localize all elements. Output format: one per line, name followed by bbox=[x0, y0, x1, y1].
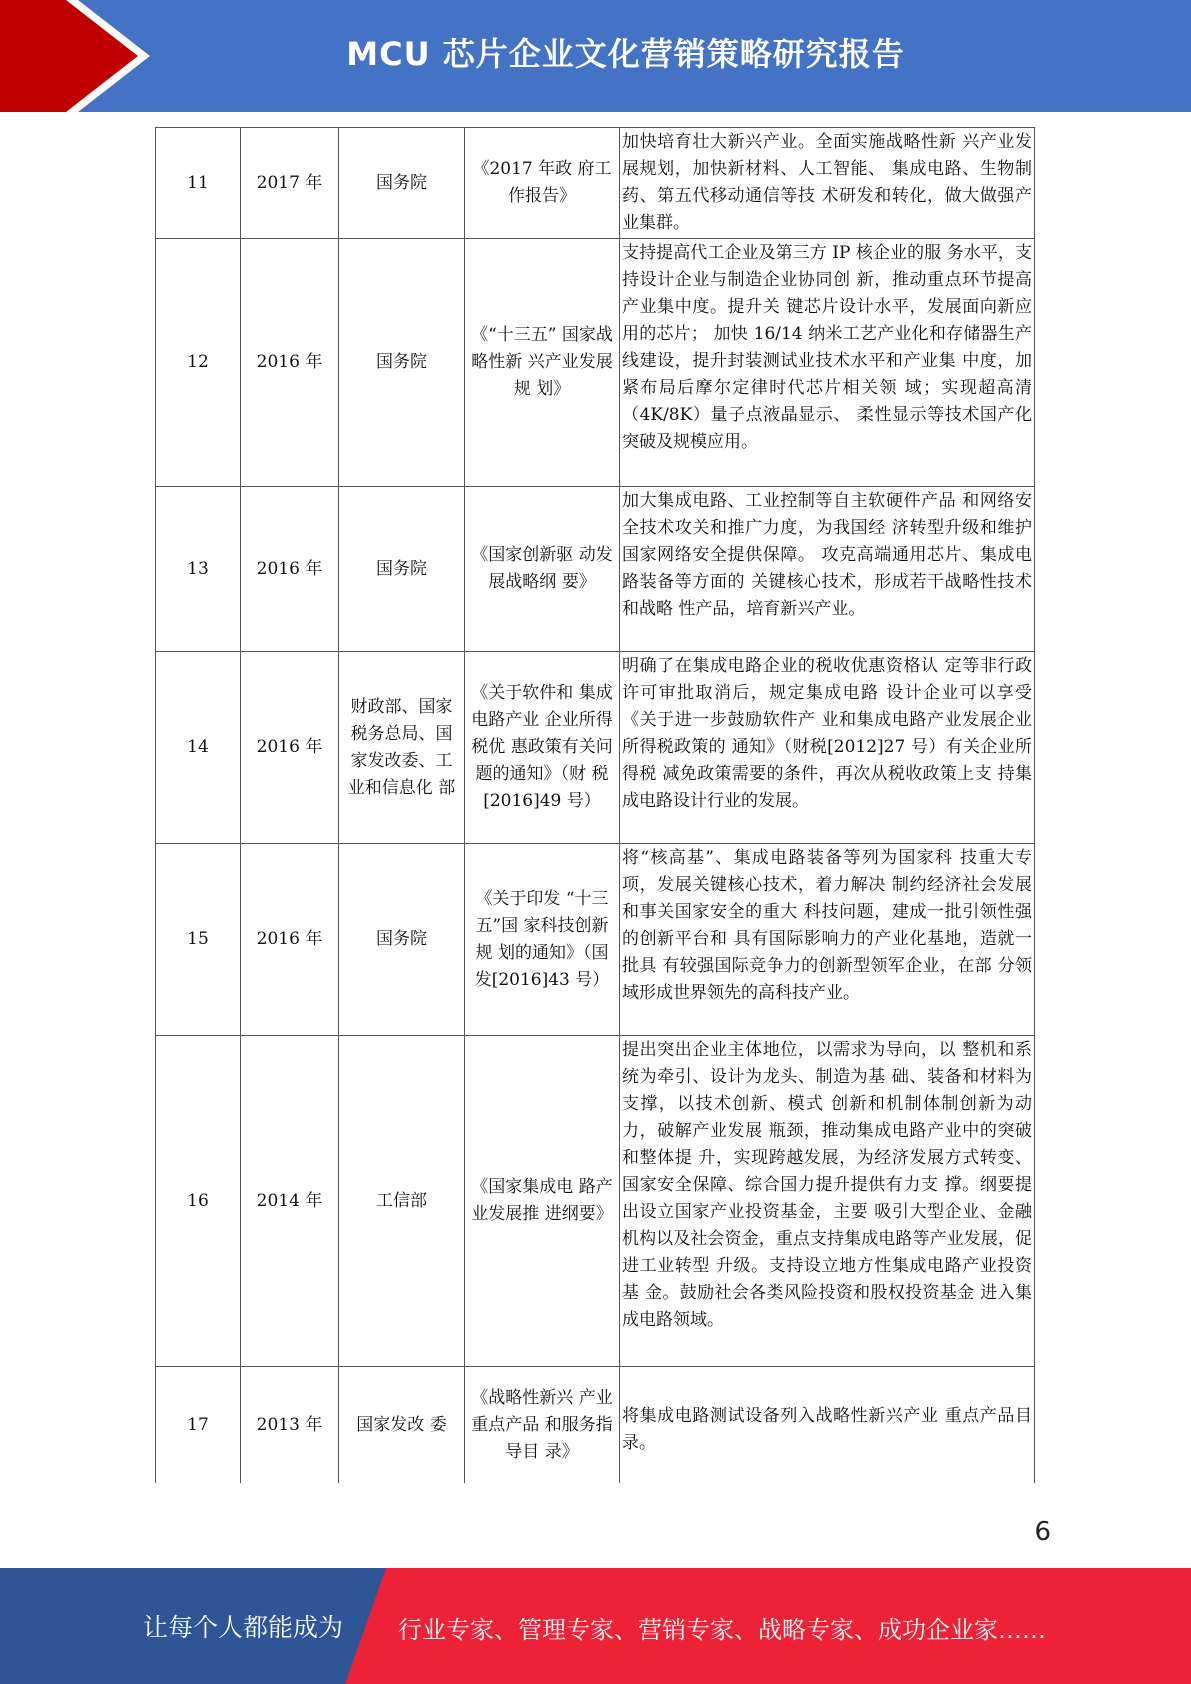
row-number: 12 bbox=[156, 239, 241, 487]
row-content: 将集成电路测试设备列入战略性新兴产业 重点产品目录。 bbox=[620, 1367, 1035, 1483]
row-document: 《关于印发 “十三五”国 家科技创新规 划的通知》（国 发[2016]43 号） bbox=[465, 844, 620, 1036]
page-number: 6 bbox=[1034, 1517, 1051, 1547]
row-year: 2013 年 bbox=[241, 1367, 339, 1483]
row-content: 提出突出企业主体地位，以需求为导向，以 整机和系统为牵引、设计为龙头、制造为基 础、装备和材料为支撑，以技术创新、模式 创新和机制体制创新为动力，破解产业发展 瓶颈，推动集成电路产业中的突破和整体提 升，实现跨越发展，为经济发展方式转变、 国家安全保障、综合国力提升提供有力支 撑。纲要提出设立国家产业投资基金，主要 吸引大型企业、金融机构以及社会资金，重点支持集成电路等产业发展，促进工业转型 升级。支持设立地方性集成电路产业投资基 金。鼓励社会各类风险投资和股权投资基金 进入集成电路领域。 bbox=[620, 1036, 1035, 1367]
row-document: 《国家集成电 路产业发展推 进纲要》 bbox=[465, 1036, 620, 1367]
row-document: 《战略性新兴 产业重点产品 和服务指导目 录》 bbox=[465, 1367, 620, 1483]
row-year: 2016 年 bbox=[241, 652, 339, 844]
row-document: 《国家创新驱 动发展战略纲 要》 bbox=[465, 487, 620, 652]
row-document: 《2017 年政 府工作报告》 bbox=[465, 128, 620, 239]
table-row bbox=[156, 487, 1035, 652]
row-issuer: 工信部 bbox=[339, 1036, 465, 1367]
row-number: 16 bbox=[156, 1036, 241, 1367]
table-row bbox=[156, 128, 1035, 239]
row-issuer: 国务院 bbox=[339, 487, 465, 652]
row-number: 14 bbox=[156, 652, 241, 844]
table-row bbox=[156, 844, 1035, 1036]
table-row bbox=[156, 652, 1035, 844]
row-number: 11 bbox=[156, 128, 241, 239]
row-content: 将“核高基”、集成电路装备等列为国家科 技重大专项，发展关键核心技术，着力解决 制约经济社会发展和事关国家安全的重大 科技问题，建成一批引领性强的创新平台和 具有国际影响力的产业化基地，造就一批具 有较强国际竞争力的创新型领军企业，在部 分领域形成世界领先的高科技产业。 bbox=[620, 844, 1035, 1036]
table-row bbox=[156, 1036, 1035, 1367]
row-year: 2014 年 bbox=[241, 1036, 339, 1367]
row-content: 加大集成电路、工业控制等自主软硬件产品 和网络安全技术攻关和推广力度，为我国经 济转型升级和维护国家网络安全提供保障。 攻克高端通用芯片、集成电路装备等方面的 关键核心技术，形成若干战略性技术和战略 性产品，培育新兴产业。 bbox=[620, 487, 1035, 652]
row-issuer: 国务院 bbox=[339, 844, 465, 1036]
policy-table bbox=[155, 127, 1035, 1483]
row-content: 支持提高代工企业及第三方 IP 核企业的服 务水平，支持设计企业与制造企业协同创 新，推动重点环节提高产业集中度。提升关 键芯片设计水平，发展面向新应用的芯片； 加快 16/14 纳米工艺产业化和存储器生产 线建设，提升封装测试业技术水平和产业集 中度，加紧布局后摩尔定律时代芯片相关领 域；实现超高清（4K/8K）量子点液晶显示、 柔性显示等技术国产化突破及规模应用。 bbox=[620, 239, 1035, 487]
row-document: 《关于软件和 集成电路产业 企业所得税优 惠政策有关问 题的通知》（财 税[2016]49 号） bbox=[465, 652, 620, 844]
row-issuer: 国务院 bbox=[339, 239, 465, 487]
page-header bbox=[0, 0, 1191, 112]
table-row bbox=[156, 239, 1035, 487]
row-number: 17 bbox=[156, 1367, 241, 1483]
row-content: 加快培育壮大新兴产业。全面实施战略性新 兴产业发展规划，加快新材料、人工智能、 集成电路、生物制药、第五代移动通信等技 术研发和转化，做大做强产业集群。 bbox=[620, 128, 1035, 239]
row-year: 2016 年 bbox=[241, 844, 339, 1036]
row-number: 15 bbox=[156, 844, 241, 1036]
header-red-block bbox=[0, 0, 150, 112]
row-year: 2017 年 bbox=[241, 128, 339, 239]
row-document: 《“十三五” 国家战略性新 兴产业发展规 划》 bbox=[465, 239, 620, 487]
row-content: 明确了在集成电路企业的税收优惠资格认 定等非行政许可审批取消后，规定集成电路 设计企业可以享受《关于进一步鼓励软件产 业和集成电路产业发展企业所得税政策的 通知》（财税[2012]27 号）有关企业所得税 减免政策需要的条件，再次从税收政策上支 持集成电路设计行业的发展。 bbox=[620, 652, 1035, 844]
row-year: 2016 年 bbox=[241, 239, 339, 487]
row-year: 2016 年 bbox=[241, 487, 339, 652]
row-issuer: 国家发改 委 bbox=[339, 1367, 465, 1483]
row-issuer: 国务院 bbox=[339, 128, 465, 239]
page-footer bbox=[0, 1568, 1191, 1684]
page-title: MCU 芯片企业文化营销策略研究报告 bbox=[346, 35, 905, 73]
footer-slogan-left: 让每个人都能成为 bbox=[143, 1613, 344, 1642]
row-issuer: 财政部、国家税务总局、国家发改委、工业和信息化 部 bbox=[339, 652, 465, 844]
row-number: 13 bbox=[156, 487, 241, 652]
footer-slogan-right: 行业专家、管理专家、营销专家、战略专家、成功企业家…… bbox=[398, 1616, 1046, 1644]
table-row bbox=[156, 1367, 1035, 1483]
